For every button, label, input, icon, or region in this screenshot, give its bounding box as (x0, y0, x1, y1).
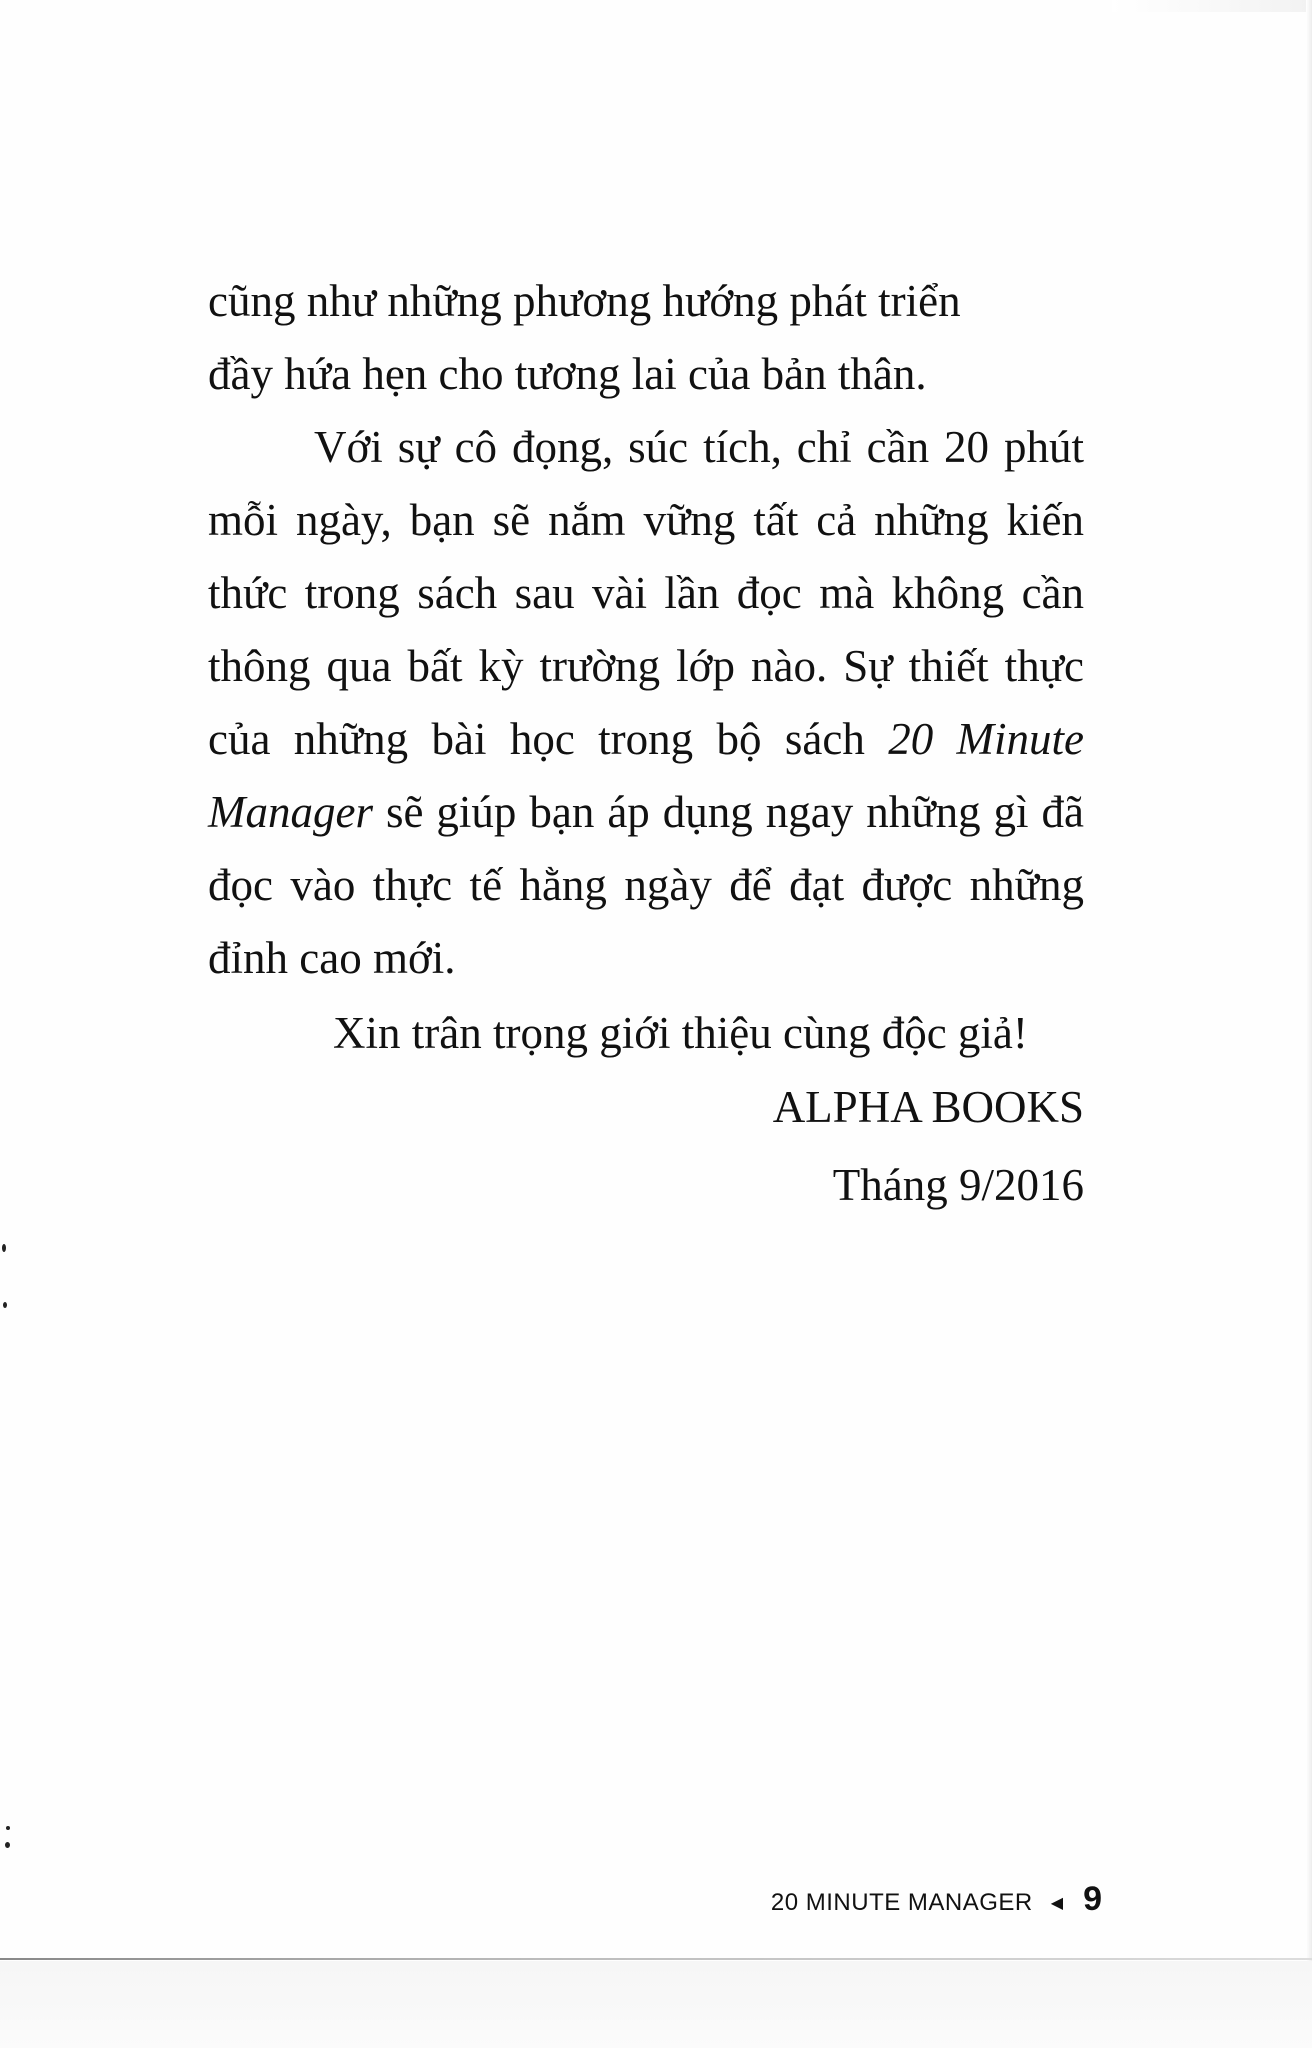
paragraph-1 (208, 265, 1084, 411)
main-text (208, 265, 1084, 1222)
scan-speck (6, 1826, 10, 1830)
running-title: 20 MINUTE MANAGER (770, 1889, 1033, 1916)
text-line: được những đỉnh cao mới. (208, 860, 1084, 983)
text-line: mỗi ngày, bạn sẽ nắm vững tất cả những kiến (208, 495, 1084, 545)
publisher-signature: ALPHA BOOKS (772, 1082, 1084, 1132)
page-footer (771, 1880, 1102, 1919)
publication-date: Tháng 9/2016 (832, 1160, 1084, 1210)
text-line: cũng như những phương hướng phát triển (208, 276, 961, 326)
scan-speck (5, 1842, 10, 1848)
scan-edge-right (1306, 0, 1312, 2048)
page-bottom-edge (0, 1958, 1312, 1960)
text-line: thiết thực của những bài học trong bộ sách (208, 641, 1084, 764)
text-line: cần thông qua bất kỳ trường lớp nào. Sự (208, 568, 1085, 691)
text-line: thức trong sách sau vài lần đọc mà không (208, 568, 1005, 618)
closing-line: Xin trân trọng giới thiệu cùng độc giả! (333, 1008, 1028, 1058)
paragraph-2 (208, 411, 1084, 995)
text-line: những gì đã đọc vào thực tế hằng ngày để đạt (208, 787, 1084, 910)
text-line: Với sự cô đọng, súc tích, chỉ cần 20 phút (314, 422, 1084, 472)
text-line: sẽ giúp bạn áp dụng ngay (372, 787, 854, 837)
page-number: 9 (1083, 1880, 1102, 1918)
arrow-left-icon: ◀ (1050, 1893, 1064, 1912)
scan-speck (3, 1302, 7, 1308)
scan-speck (2, 1244, 6, 1252)
text-line: đầy hứa hẹn cho tương lai của bản thân. (208, 349, 927, 399)
scan-edge-top (1112, 0, 1312, 12)
book-series-title: 20 Minute Manager (208, 714, 1085, 837)
page-bottom-shadow (0, 1961, 1312, 2048)
